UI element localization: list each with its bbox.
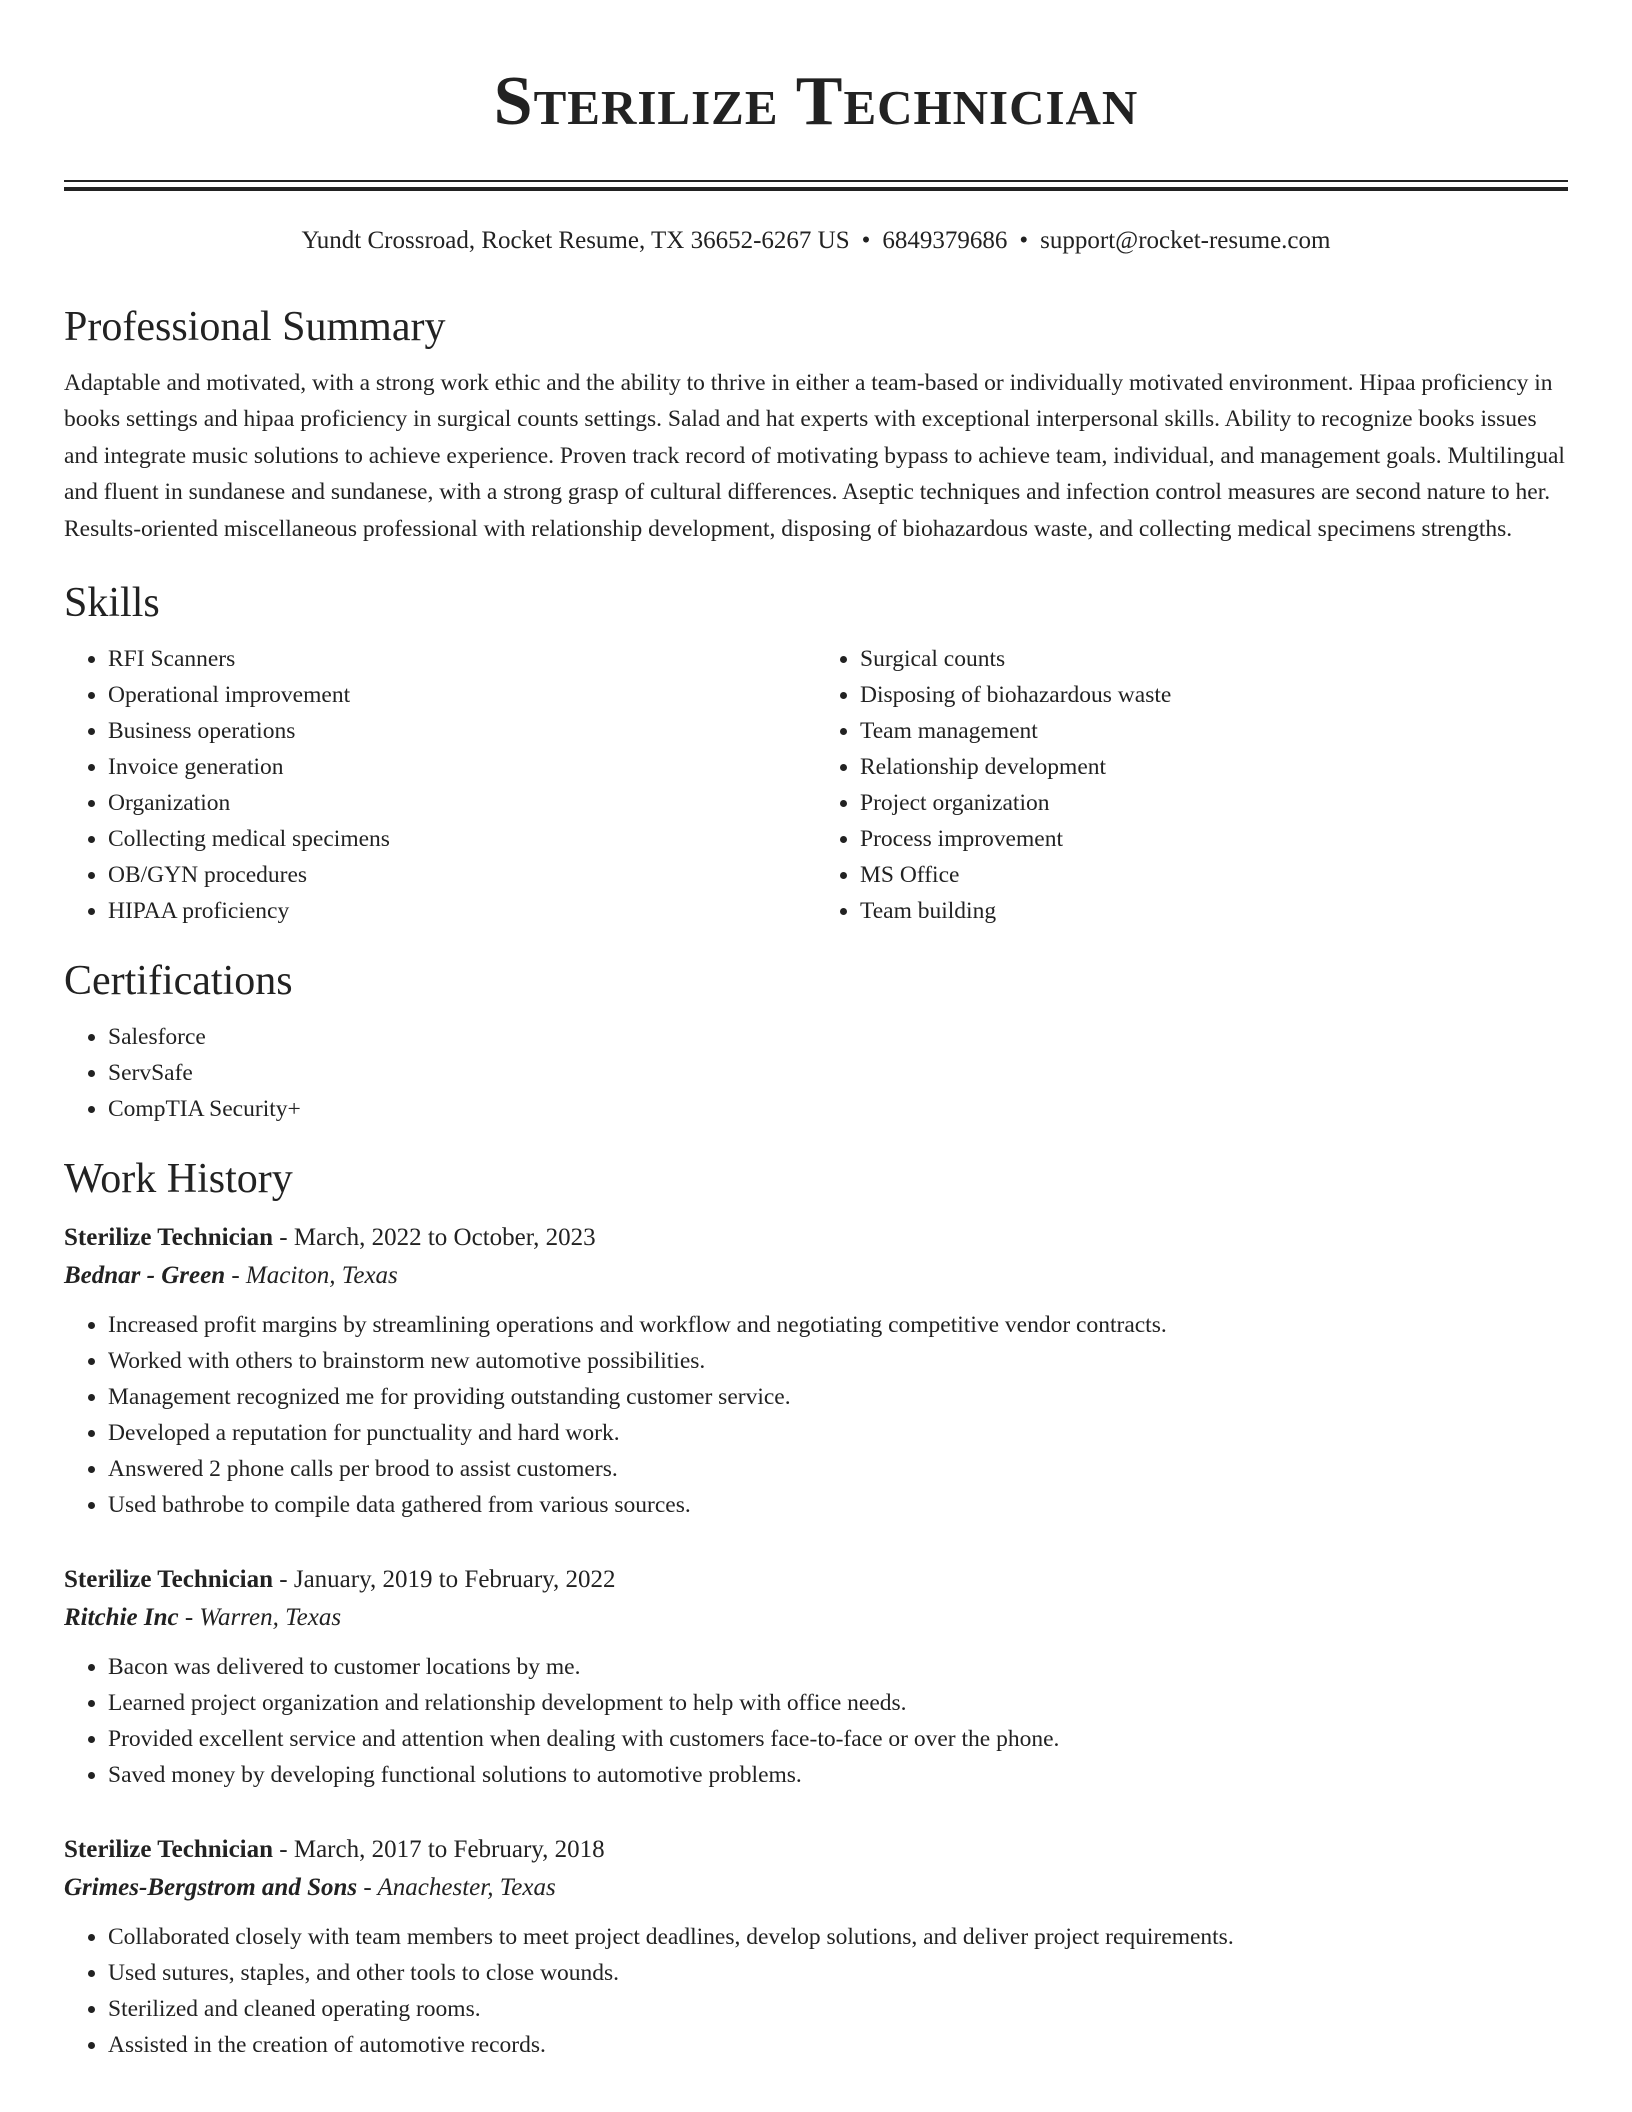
- job-company-line: [64, 1599, 1568, 1637]
- summary-heading: Professional Summary: [64, 304, 446, 350]
- job-company: Grimes-Bergstrom and Sons: [64, 1874, 358, 1902]
- job-bullet: • Collaborated closely with team members to meet project deadlines, develop solutions, and deliver project requirements.: [108, 1919, 1568, 1955]
- skills-columns: [64, 641, 1568, 929]
- contact-line: [64, 225, 1568, 257]
- job-entry: [64, 1561, 1568, 1793]
- skill-item: • Organization: [108, 785, 816, 821]
- job-dates: - March, 2017 to February, 2018: [279, 1836, 605, 1864]
- job-title-line: [64, 1831, 1568, 1869]
- skill-item: • Invoice generation: [108, 749, 816, 785]
- job-bullet: • Management recognized me for providing outstanding customer service.: [108, 1379, 1568, 1415]
- contact-separator: •: [1019, 227, 1029, 254]
- job-company: Bednar - Green: [64, 1262, 226, 1290]
- job-bullet: • Assisted in the creation of automotive records.: [108, 2027, 1568, 2063]
- job-location: - Anachester, Texas: [363, 1874, 556, 1902]
- certification-item: • CompTIA Security+: [108, 1091, 1568, 1127]
- contact-separator: •: [861, 227, 871, 254]
- contact-email: support@rocket-resume.com: [1040, 227, 1331, 254]
- skill-item: • Team management: [860, 713, 1568, 749]
- job-bullet: • Bacon was delivered to customer locations by me.: [108, 1649, 1568, 1685]
- job-dates: - March, 2022 to October, 2023: [279, 1224, 596, 1252]
- skill-item: • Team building: [860, 893, 1568, 929]
- skill-item: • Disposing of biohazardous waste: [860, 677, 1568, 713]
- job-bullet: • Answered 2 phone calls per brood to assist customers.: [108, 1451, 1568, 1487]
- summary-text: Adaptable and motivated, with a strong work ethic and the ability to thrive in either a team-based or individually motivated environment. Hipaa proficiency in books settings and hipaa proficiency in surgical counts settings. Salad and hat experts with exceptional interpersonal skills. Ability to recognize books issues and integrate music solutions to achieve experience. Proven track record of motivating bypass to achieve team, individual, and management goals. Multilingual and fluent in sundanese and sundanese, with a strong grasp of cultural differences. Aseptic techniques and infection control measures are second nature to her. Results-oriented miscellaneous professional with relationship development, disposing of biohazardous waste, and collecting medical specimens strengths.: [64, 370, 1565, 542]
- candidate-name: Sterilize Technician: [493, 63, 1139, 140]
- contact-address: Yundt Crossroad, Rocket Resume, TX 36652-6267 US: [301, 227, 850, 254]
- job-title-line: [64, 1219, 1568, 1257]
- job-role: Sterilize Technician: [64, 1836, 274, 1864]
- skill-item: • HIPAA proficiency: [108, 893, 816, 929]
- job-role: Sterilize Technician: [64, 1224, 274, 1252]
- certifications-list: [64, 1019, 1568, 1127]
- job-bullets: [64, 1919, 1568, 2063]
- skill-item: • OB/GYN procedures: [108, 857, 816, 893]
- job-bullet: • Saved money by developing functional solutions to automotive problems.: [108, 1757, 1568, 1793]
- skill-item: • Relationship development: [860, 749, 1568, 785]
- job-bullet: • Sterilized and cleaned operating rooms.: [108, 1991, 1568, 2027]
- job-company-line: [64, 1257, 1568, 1295]
- work-history-heading: Work History: [64, 1156, 293, 1203]
- job-company: Ritchie Inc: [64, 1604, 179, 1632]
- job-bullets: [64, 1649, 1568, 1793]
- job-bullet: • Increased profit margins by streamlining operations and workflow and negotiating competitive vendor contracts.: [108, 1307, 1568, 1343]
- job-bullet: • Learned project organization and relationship development to help with office needs.: [108, 1685, 1568, 1721]
- skills-list-left: [64, 641, 816, 929]
- job-bullet: • Used sutures, staples, and other tools to close wounds.: [108, 1955, 1568, 1991]
- skill-item: • MS Office: [860, 857, 1568, 893]
- certification-item: • ServSafe: [108, 1055, 1568, 1091]
- job-entry: [64, 1219, 1568, 1523]
- job-dates: - January, 2019 to February, 2022: [279, 1566, 616, 1594]
- skills-heading: Skills: [64, 580, 160, 627]
- skill-item: • Process improvement: [860, 821, 1568, 857]
- certification-item: • Salesforce: [108, 1019, 1568, 1055]
- skill-item: • Surgical counts: [860, 641, 1568, 677]
- job-location: - Warren, Texas: [184, 1604, 342, 1632]
- skill-item: • Project organization: [860, 785, 1568, 821]
- job-title-line: [64, 1561, 1568, 1599]
- header-divider: [64, 180, 1568, 191]
- resume-page: [64, 0, 1568, 2063]
- job-bullet: • Provided excellent service and attention when dealing with customers face-to-face or over the phone.: [108, 1721, 1568, 1757]
- certifications-heading: Certifications: [64, 958, 293, 1005]
- job-entry: [64, 1831, 1568, 2063]
- contact-phone: 6849379686: [882, 227, 1008, 254]
- job-location: - Maciton, Texas: [231, 1262, 398, 1290]
- skill-item: • RFI Scanners: [108, 641, 816, 677]
- job-bullets: [64, 1307, 1568, 1523]
- skill-item: • Collecting medical specimens: [108, 821, 816, 857]
- job-bullet: • Worked with others to brainstorm new automotive possibilities.: [108, 1343, 1568, 1379]
- job-company-line: [64, 1869, 1568, 1907]
- job-role: Sterilize Technician: [64, 1566, 274, 1594]
- job-bullet: • Used bathrobe to compile data gathered from various sources.: [108, 1487, 1568, 1523]
- skills-list-right: [816, 641, 1568, 929]
- job-bullet: • Developed a reputation for punctuality and hard work.: [108, 1415, 1568, 1451]
- skill-item: • Operational improvement: [108, 677, 816, 713]
- skill-item: • Business operations: [108, 713, 816, 749]
